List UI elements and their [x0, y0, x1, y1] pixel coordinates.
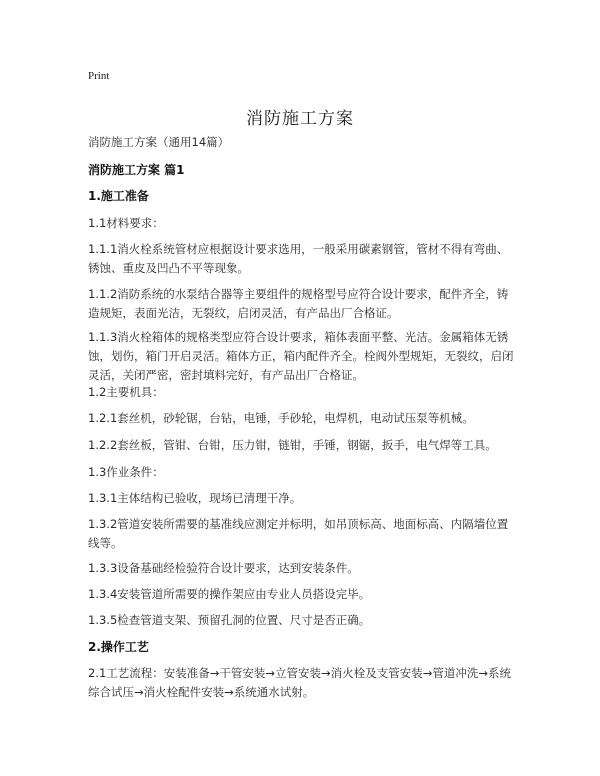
paragraph-1-1-1: 1.1.1消火栓系统管材应根据设计要求选用，一般采用碳素钢管，管材不得有弯曲、锈蚀、重皮及凹凸不平等现象。	[88, 242, 509, 275]
paragraph-1-1-3: 1.1.3消火栓箱体的规格类型应符合设计要求，箱体表面平整、光洁。金属箱体无锈蚀，划伤，箱门开启灵活。箱体方正，箱内配件齐全。栓阀外型规矩，无裂纹，启闭灵活，关闭严密，密封填料完好，有产品出厂合格证。	[88, 330, 514, 382]
paragraph-1-3-4: 1.3.4安装管道所需要的操作架应由专业人员搭设完毕。	[88, 587, 371, 601]
paragraph-1-3: 1.3作业条件：	[88, 465, 164, 479]
paragraph-1-2: 1.2主要机具：	[88, 385, 164, 399]
paragraph-2-1: 2.1工艺流程：安装准备→干管安装→立管安装→消火栓及支管安装→管道冲洗→系统综合试压→消火栓配件安装→系统通水试射。	[88, 666, 511, 699]
paragraph-1-3-2: 1.3.2管道安装所需要的基准线应测定并标明，如吊顶标高、地面标高、内隔墙位置线等。	[88, 517, 509, 550]
paragraph-1-1-2: 1.1.2消防系统的水泵结合器等主要组件的规格型号应符合设计要求，配件齐全，铸造规矩，表面光洁，无裂纹，启闭灵活，有产品出厂合格证。	[88, 287, 509, 320]
section-heading-operation: 2.操作工艺	[88, 640, 149, 654]
print-link[interactable]: Print	[88, 70, 110, 82]
page-title: 消防施工方案	[246, 109, 354, 129]
paragraph-1-3-5: 1.3.5检查管道支架、预留孔洞的位置、尺寸是否正确。	[88, 613, 371, 627]
paragraph-1-2-2: 1.2.2套丝板，管钳、台钳，压力钳，链钳，手锤，钢锯，扳手，电气焊等工具。	[88, 438, 497, 452]
section-heading-preparation: 1.施工准备	[88, 189, 149, 203]
document-subtitle: 消防施工方案（通用14篇）	[88, 135, 230, 149]
chapter-title: 消防施工方案 篇1	[88, 163, 185, 177]
paragraph-1-2-1: 1.2.1套丝机，砂轮锯，台钻，电锤，手砂轮，电焊机，电动试压泵等机械。	[88, 411, 474, 425]
paragraph-1-1: 1.1材料要求：	[88, 216, 164, 230]
paragraph-1-3-1: 1.3.1主体结构已验收，现场已清理干净。	[88, 491, 302, 505]
paragraph-1-3-3: 1.3.3设备基础经检验符合设计要求，达到安装条件。	[88, 561, 359, 575]
